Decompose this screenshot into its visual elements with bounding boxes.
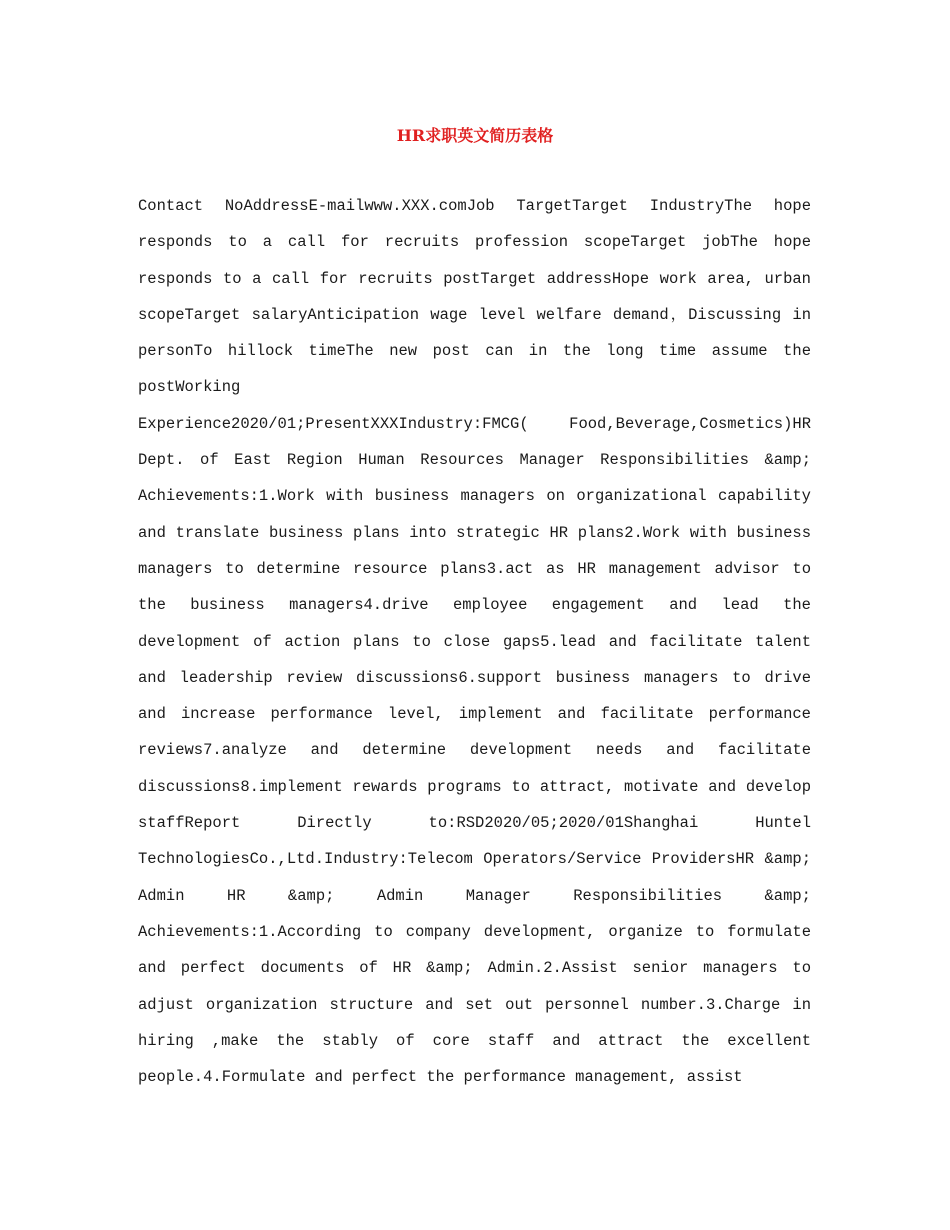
- document-body: [138, 188, 811, 1095]
- body-paragraph: Contact NoAddressE-mailwww.XXX.comJob TargetTarget IndustryThe hope responds to a call for recruits profession scopeTarget jobThe hope responds to a call for recruits postTarget addressHope work area, urban scopeTarget salaryAnticipation wage level welfare demand，Discussing in personTo hillock timeThe new post can in the long time assume the postWorking: [138, 197, 811, 397]
- page-title: HR求职英文简历表格: [396, 126, 554, 145]
- body-paragraph: Experience2020/01;PresentXXXIndustry:FMCG( Food,Beverage,Cosmetics)HR Dept. of East Region Human Resources Manager Responsibilities &amp; Achievements:1.Work with business managers on organizational capability and translate business plans into strategic HR plans2.Work with business managers to determine resource plans3.act as HR management advisor to the business managers4.drive employee engagement and lead the development of action plans to close gaps5.lead and facilitate talent and leadership review discussions6.support business managers to drive and increase performance level, implement and facilitate performance reviews7.analyze and determine development needs and facilitate discussions8.implement rewards programs to attract, motivate and develop staffReport Directly to:RSD2020/05;2020/01Shanghai Huntel TechnologiesCo.,Ltd.Industry:Telecom Operators/Service ProvidersHR &amp; Admin HR &amp; Admin Manager Responsibilities &amp; Achievements:1.According to company development, organize to formulate and perfect documents of HR &amp; Admin.2.Assist senior managers to adjust organization structure and set out personnel number.3.Charge in hiring ,make the stably of core staff and attract the excellent people.4.Formulate and perfect the performance management, assist: [138, 414, 811, 1087]
